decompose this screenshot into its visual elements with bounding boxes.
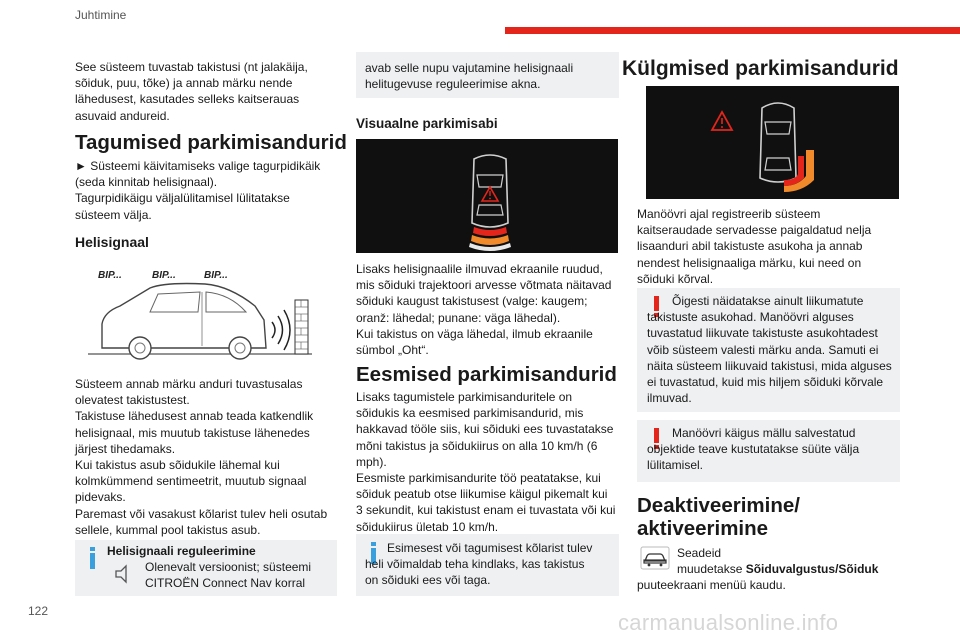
settings-line-1: Seadeid <box>677 546 722 560</box>
front-sensors-text: Lisaks tagumistele parkimisanduritele on sõidukis ka eesmised parkimisandurid, mis hakkavad tööle siis, kui sõiduki ees tuvastatakse mõni takistus ja sõidukiirus on alla 10 km/h (6 mph). Eesmiste parkimisandurite töö peatatakse, kui sõiduk peatub otse liikumise käigul pikemalt kui 3 sekundit, kui takistust enam ei tuvastata või kui sõidukiirus ületab 10 km/h. <box>356 390 616 534</box>
note-title: Helisignaali reguleerimine <box>107 544 256 558</box>
side-sensors-screen-image <box>646 86 899 199</box>
car-settings-icon <box>640 546 670 570</box>
front-rear-speaker-note: Esimesest või tagumisest kõlarist tulev heli võimaldab teha kindlaks, kas takistus on sõiduki ees või taga. <box>365 541 593 588</box>
info-icon <box>90 553 95 569</box>
menu-separator: / <box>835 562 839 576</box>
rear-sensors-text: ► Süsteemi käivitamiseks valige tagurpidikäik (seda kinnitab helisignaal). Tagurpidikäigu väljalülitamisel lülitatakse süsteem välja. <box>75 159 321 222</box>
visual-aid-heading: Visuaalne parkimisabi <box>356 116 498 131</box>
note-text: Olenevalt versioonist; süsteemi CITROËN Connect Nav korral <box>145 560 312 591</box>
side-sensors-text: Manöövri ajal registreerib süsteem kaitseraudade servadesse paigaldatud nelja lisaanduri abil takistuste asukoha ja annab nendest helisignaaliga märku, kui need on sõiduki kõrval. <box>637 207 872 286</box>
sound-signal-text: Süsteem annab märku anduri tuvastusalas olevatest takistustest. Takistuse lähedusest annab teada katkendlik helisignaal, mis muutub takistuse lähenedes järjest tihedamaks. Kui takistus asub sõidukile lähemal kui kolmkümmend sentimeetrit, muutub signaal pidevaks. Paremast või vasakust kõlarist tulev heli osutab sellele, kummal pool takistus asub. <box>75 377 328 537</box>
header-accent-bar <box>505 27 960 34</box>
car-beep-illustration <box>80 262 320 362</box>
intro-paragraph: See süsteem tuvastab takistusi (nt jalakäija, sõiduk, puu, tõke) ja annab märku nende lähedusest, kasutades selleks kaitserauas asuvaid andureid. <box>75 60 308 123</box>
beep-label: BIP... <box>204 270 228 281</box>
deactivation-heading-line2: aktiveerimine <box>637 517 769 540</box>
speaker-icon <box>112 563 134 585</box>
beep-label: BIP... <box>152 270 176 281</box>
settings-line-2 <box>677 561 878 577</box>
visual-aid-text: Lisaks helisignaalile ilmuvad ekraanile ruudud, mis sõiduki trajektoori arvesse võtmata näitavad sõiduki kaugust takistusest (valge: kaugem; oranž: lähedal; punane: väga lähedal). Kui takistus on väga lähedal, ilmub ekraanile sümbol „Oht“. <box>356 262 612 358</box>
warning-text-1: Õigesti näidatakse ainult liikumatute takistuste asukohad. Manöövri alguses tuvastatud liikuvate takistuste asukohtadest võib süsteem valesti märku anda. Samuti ei näita süsteem liikuvaid takistusi, mida alguses ei tuvastatud, kuid mis hiljem sõiduki kõrvale ilmuvad. <box>647 294 892 406</box>
menu-driving-lighting: Sõiduvalgustus <box>745 562 836 576</box>
settings-line-3: puuteekraani menüü kaudu. <box>637 578 786 592</box>
side-sensors-heading: Külgmised parkimisandurid <box>622 57 899 80</box>
front-sensors-heading: Eesmised parkimisandurid <box>356 363 617 386</box>
watermark: carmanualsonline.info <box>618 610 839 635</box>
settings-text: muudetakse <box>677 562 746 576</box>
warning-text-2: Manöövri käigus mällu salvestatud objektide teave kustutatakse süüte välja lülitamisel. <box>647 426 860 473</box>
menu-vehicle: Sõiduk <box>838 562 879 576</box>
section-title: Juhtimine <box>75 8 127 22</box>
visual-aid-screen-image <box>356 139 618 253</box>
sound-signal-heading: Helisignaal <box>75 234 149 250</box>
deactivation-heading-line1: Deaktiveerimine/ <box>637 494 800 517</box>
page-number: 122 <box>28 604 49 618</box>
beep-label: BIP... <box>98 270 122 281</box>
rear-sensors-heading: Tagumised parkimisandurid <box>75 131 347 154</box>
note-continuation-text: avab selle nupu vajutamine helisignaali helitugevuse reguleerimise akna. <box>365 61 574 92</box>
